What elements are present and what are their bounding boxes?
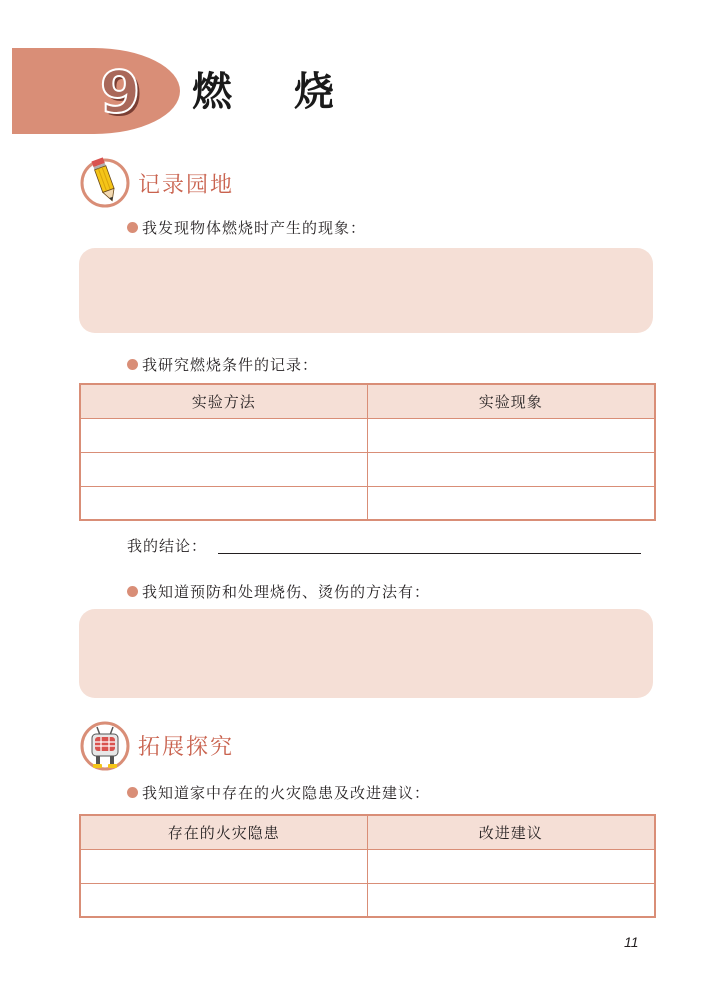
prompt-conditions: 我研究燃烧条件的记录： — [127, 354, 318, 376]
prompt-fire-hazards: 我知道家中存在的火灾隐患及改进建议： — [127, 782, 430, 804]
table-row — [80, 452, 655, 486]
table-cell-phenomenon[interactable] — [367, 452, 655, 486]
table-cell-hazard[interactable] — [80, 883, 367, 917]
answer-box-phenomena[interactable] — [79, 248, 653, 333]
prompt-phenomena: 我发现物体燃烧时产生的现象： — [127, 217, 366, 239]
answer-box-burn-treatment[interactable] — [79, 609, 653, 698]
bullet-dot — [127, 586, 138, 597]
table-cell-method[interactable] — [80, 418, 367, 452]
table-cell-method[interactable] — [80, 452, 367, 486]
table-row — [80, 418, 655, 452]
table-fire-hazards — [79, 814, 656, 918]
table-cell-phenomenon[interactable] — [367, 486, 655, 520]
chapter-number: 9 — [99, 58, 141, 126]
table-cell-suggestion[interactable] — [367, 883, 655, 917]
conclusion-label: 我的结论： — [127, 537, 208, 555]
table-header-hazard: 存在的火灾隐患 — [80, 815, 367, 849]
page-number: 11 — [624, 934, 639, 950]
table-row — [80, 883, 655, 917]
table-header-suggestion: 改进建议 — [367, 815, 655, 849]
section-title-explore: 拓展探究 — [138, 735, 235, 760]
bullet-dot — [127, 787, 138, 798]
table-row — [80, 486, 655, 520]
table-cell-method[interactable] — [80, 486, 367, 520]
table-header-method: 实验方法 — [80, 384, 367, 418]
table-combustion-conditions — [79, 383, 656, 521]
bullet-dot — [127, 222, 138, 233]
table-cell-phenomenon[interactable] — [367, 418, 655, 452]
section-title-record: 记录园地 — [138, 173, 235, 198]
table-header-phenomenon: 实验现象 — [367, 384, 655, 418]
table-row — [80, 849, 655, 883]
conclusion-line[interactable] — [218, 553, 641, 554]
table-cell-suggestion[interactable] — [367, 849, 655, 883]
prompt-burn-treatment: 我知道预防和处理烧伤、烫伤的方法有： — [127, 581, 430, 603]
table-cell-hazard[interactable] — [80, 849, 367, 883]
pencil-icon — [80, 154, 130, 208]
bullet-dot — [127, 359, 138, 370]
chapter-title: 燃烧 — [192, 69, 396, 115]
robot-icon — [80, 719, 130, 773]
